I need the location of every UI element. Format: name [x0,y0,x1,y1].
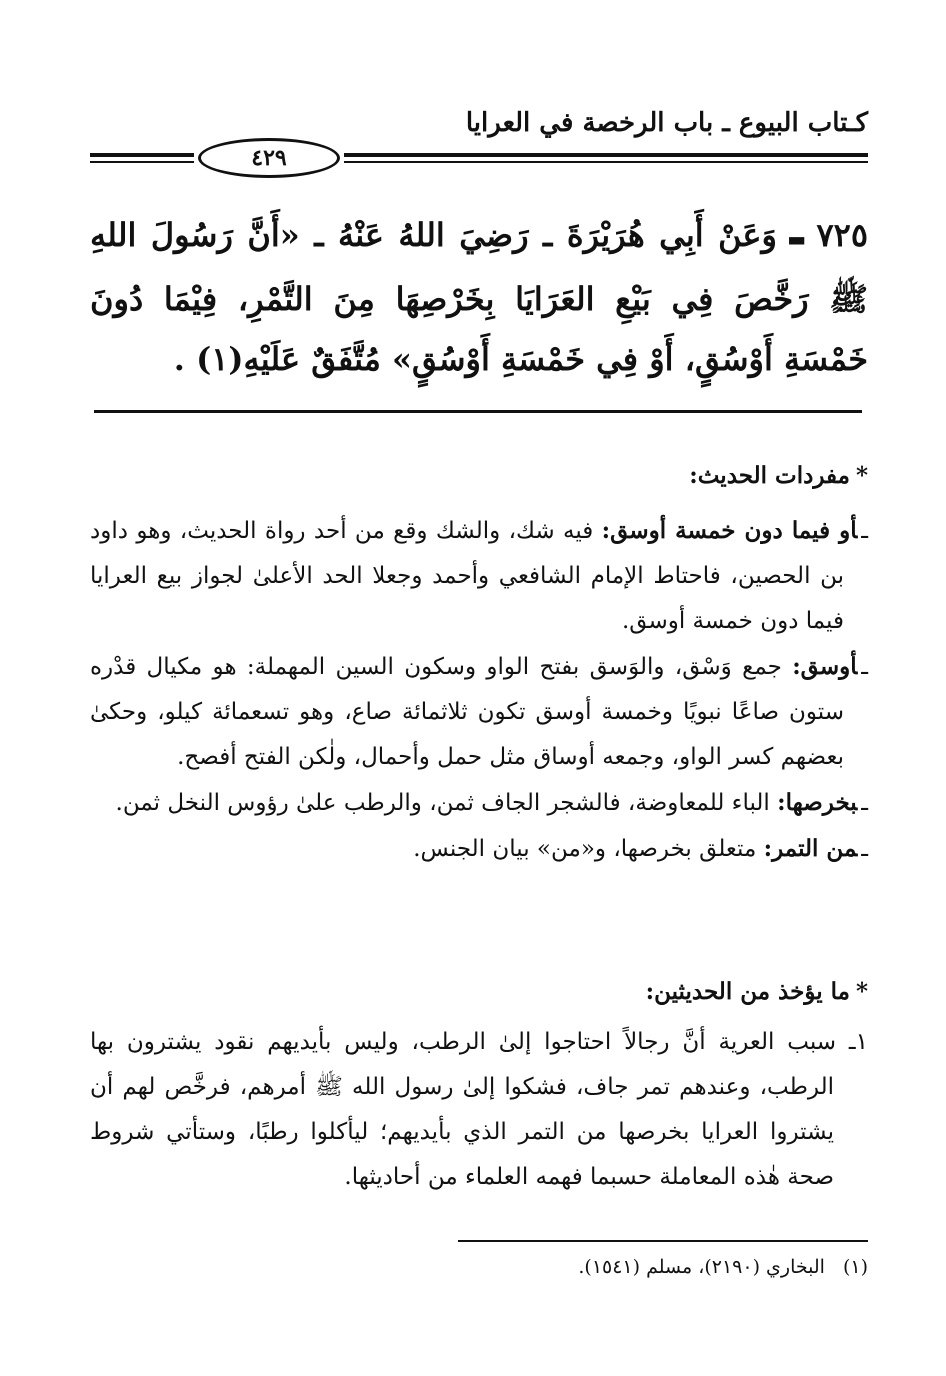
section-divider [94,410,862,413]
star-bullet-icon: * [855,462,868,489]
footnote-text: البخاري (٢١٩٠)، مسلم (١٥٤١). [578,1256,825,1278]
vocabulary-heading [689,462,868,489]
footnote-rule [458,1240,868,1242]
vocabulary-term: أوسق: [792,653,858,680]
page-number: ٤٢٩ [251,145,287,171]
vocabulary-definition: فيه شك، والشك وقع من أحد رواة الحديث، وهو داود بن الحصين، فاحتاط الإمام الشافعي وأحمد وجعلا الحد الأعلىٰ لجواز بيع العرايا فيما دون خمسة أوسق. [90,518,845,634]
vocabulary-item [90,780,868,826]
lessons-list [90,1020,868,1200]
hadith-number: ٧٢٥ ▬ [777,216,868,254]
star-bullet-icon: * [855,978,868,1005]
book-page [90,0,868,1376]
vocabulary-term: من التمر: [763,835,858,862]
hadith-block [90,205,868,389]
vocabulary-item [90,826,868,872]
vocabulary-list [90,508,868,872]
lessons-heading-text: ما يؤخذ من الحديثين: [645,978,850,1005]
header-rule-left [90,153,194,163]
vocabulary-definition: الباء للمعاوضة، فالشجر الجاف ثمن، والرطب علىٰ رؤوس النخل ثمن. [115,790,770,816]
vocabulary-item [90,508,868,644]
footnote-marker: (١) [842,1256,868,1278]
dash-bullet: ـ [861,790,868,816]
footnote [578,1256,868,1278]
header-rule-right [344,153,868,163]
vocabulary-item [90,644,868,780]
lesson-text: سبب العرية أنَّ رجالاً احتاجوا إلىٰ الرطب، وليس بأيديهم نقود يشترون بها الرطب، وعندهم تمر جاف، فشكوا إلىٰ رسول الله ﷺ أمرهم، فرخَّص لهم أن يشتروا العرايا بخرصها من التمر الذي بأيديهم؛ ليأكلوا رطبًا، وستأتي شروط صحة هٰذه المعاملة حسبما فهمه العلماء من أحاديثها. [90,1029,837,1190]
vocabulary-definition: متعلق بخرصها، و«من» بيان الجنس. [413,836,757,862]
vocabulary-term: أو فيما دون خمسة أوسق: [601,517,858,544]
dash-bullet: ـ [861,836,868,862]
vocabulary-definition: جمع وَسْق، والوَسق بفتح الواو وسكون السين المهملة: هو مكيال قدْره ستون صاعًا نبويًا وخمسة أوسق تكون ثلاثمائة صاع، وهو تسعمائة كيلو، وحكىٰ بعضهم كسر الواو، وجمعه أوساق مثل حمل وأحمال، ولٰكن الفتح أفصح. [90,654,844,770]
dash-bullet: ـ [861,654,868,680]
lessons-heading [646,978,868,1005]
lesson-item [90,1020,868,1200]
dash-bullet: ـ [861,518,868,544]
running-header-title: كـتاب البيوع ـ باب الرخصة في العرايا [465,108,868,138]
vocabulary-heading-text: مفردات الحديث: [689,462,850,489]
lesson-number: ١ـ [848,1029,869,1055]
vocabulary-term: بخرصها: [777,789,858,816]
page-number-badge [198,138,340,178]
hadith-text: وَعَنْ أَبِي هُرَيْرَةَ ـ رَضِيَ اللهُ عَنْهُ ـ «أَنَّ رَسُولَ اللهِ ﷺ رَخَّصَ فِي بَيْعِ العَرَايَا بِخَرْصِهَا مِنَ التَّمْرِ، فِيْمَا دُونَ خَمْسَةِ أَوْسُقٍ، أَوْ فِي خَمْسَةِ أَوْسُقٍ» مُتَّفَقٌ عَلَيْهِ(١) . [90,216,868,378]
